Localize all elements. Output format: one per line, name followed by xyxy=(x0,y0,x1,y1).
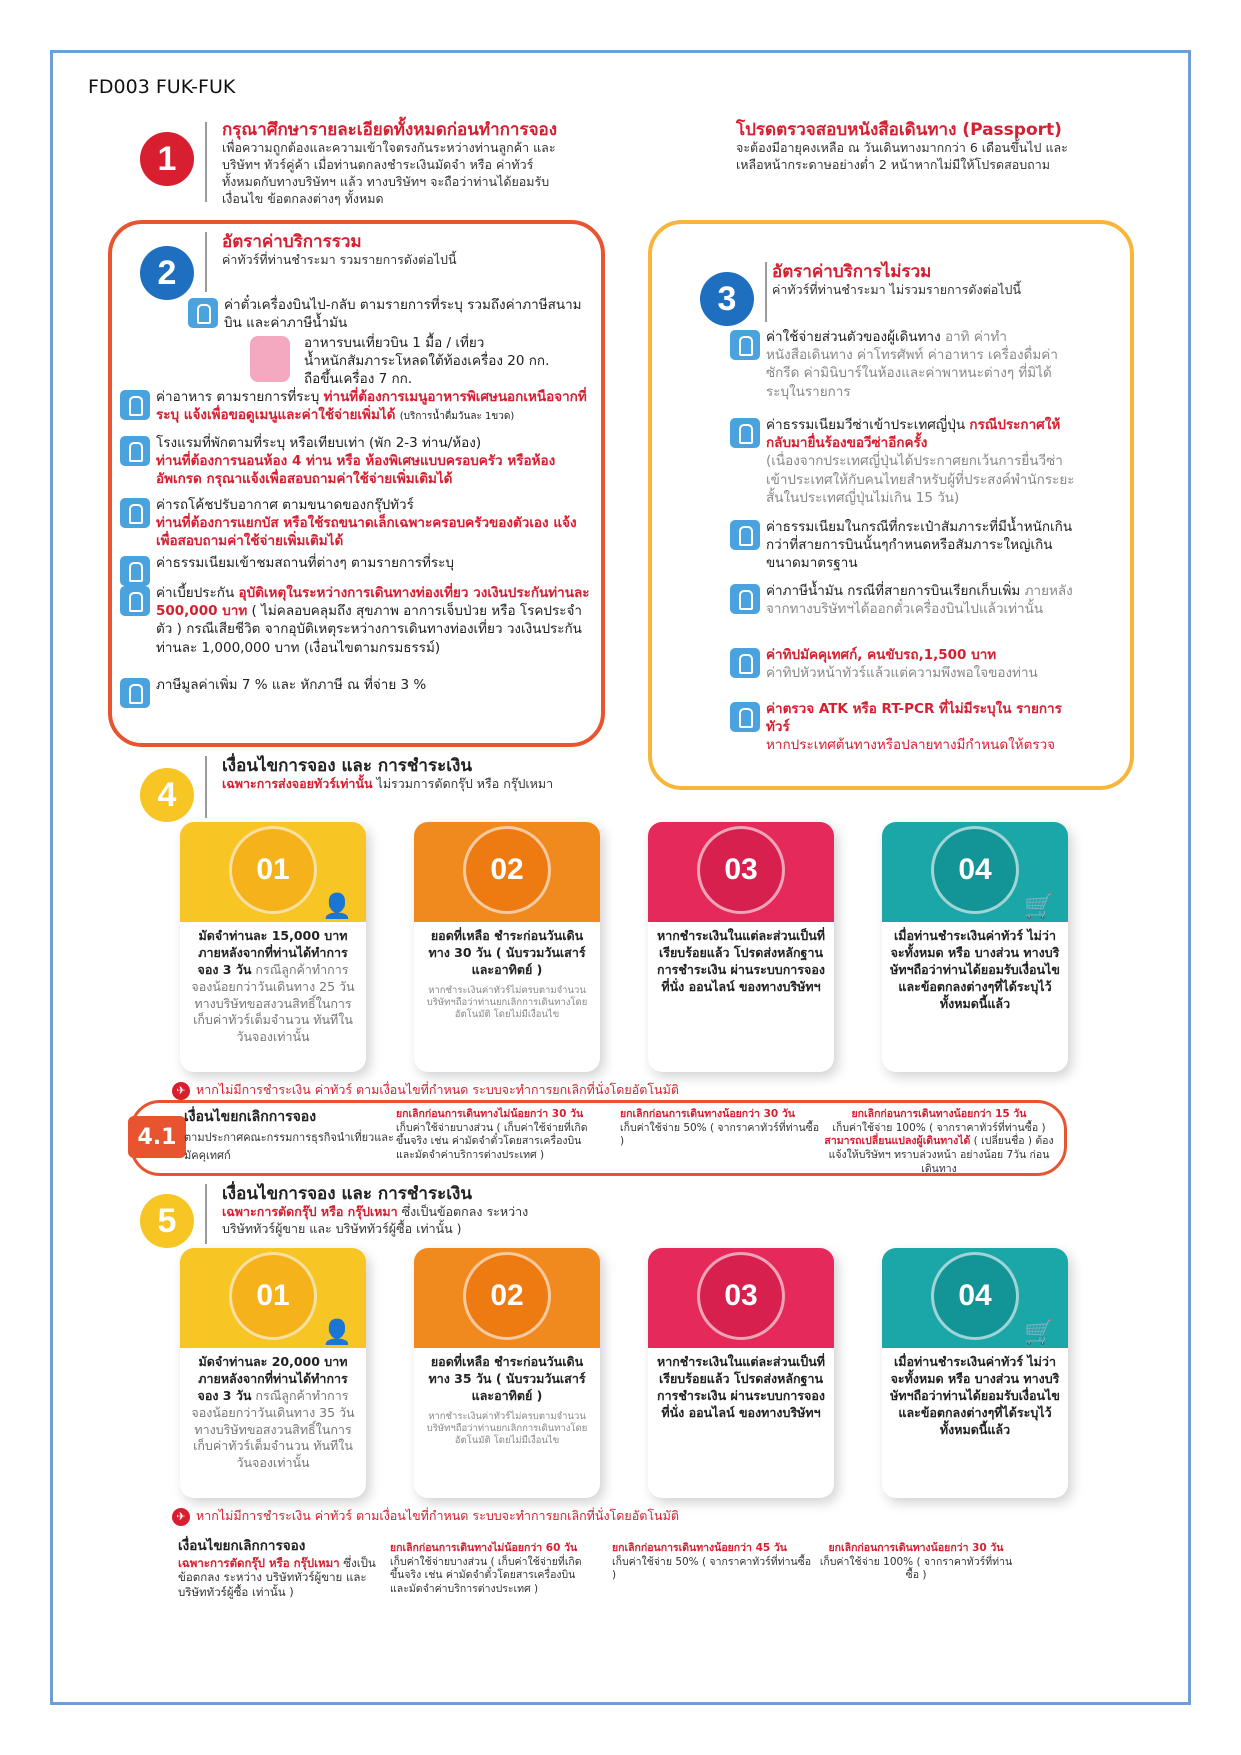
info-icon xyxy=(730,584,760,614)
include-item-flight: ค่าตั๋วเครื่องบินไป-กลับ ตามรายการที่ระบุ รวมถึงค่าภาษีสนามบิน และค่าภาษีน้ำมัน xyxy=(188,296,588,332)
exclude-item-tip: ค่าทิปมัคคุเทศก์, คนขับรถ,1,500 บาท ค่าทิปหัวหน้าทัวร์แล้วแต่ความพึงพอใจของท่าน xyxy=(730,646,1080,682)
info-icon xyxy=(120,678,150,708)
info-icon xyxy=(120,436,150,466)
include-item-admission: ค่าธรรมเนียมเข้าชมสถานที่ต่างๆ ตามรายการที่ระบุ xyxy=(120,554,590,586)
sec5-card-1: 01 👤 มัดจำท่านละ 20,000 บาท ภายหลังจากที่ท่านได้ทำการจอง 3 วัน กรณีลูกค้าทำการจองน้อยกว่าวันเดินทาง 35 วัน ทางบริษัทขอสงวนสิทธิ์ในการเก็บค่าทัวร์เต็มจำนวน ทันทีในวันจองเท่านั้น xyxy=(180,1248,366,1498)
section-4-header: เงื่อนไขการจอง และ การชำระเงิน เฉพาะการส่งจอยทัวร์เท่านั้น ไม่รวมการตัดกรุ๊ป หรือ กรุ๊ปเหมา xyxy=(222,756,554,792)
sec4-card-3: 03 หากชำระเงินในแต่ละส่วนเป็นที่เรียบร้อยแล้ว โปรดส่งหลักฐานการชำระเงิน ผ่านระบบการจองที่นั่ง ออนไลน์ ของทางบริษัทฯ xyxy=(648,822,834,1072)
divider xyxy=(205,1184,207,1244)
include-item-vat: ภาษีมูลค่าเพิ่ม 7 % และ หักภาษี ณ ที่จ่าย 3 % xyxy=(120,676,590,708)
include-item-meals: ค่าอาหาร ตามรายการที่ระบุ ท่านที่ต้องการเมนูอาหารพิเศษนอกเหนือจากที่ระบุ แจ้งเพื่อขอดูเมนูและค่าใช้จ่ายเพิ่มได้ (บริการน้ำดื่มวันละ 1ขวด) xyxy=(120,388,590,424)
info-icon xyxy=(120,498,150,528)
plane-icon: ✈ xyxy=(172,1082,190,1100)
person-icon: 👤 xyxy=(322,1318,352,1346)
sec4-card-4: 04 🛒 เมื่อท่านชำระเงินค่าทัวร์ ไม่ว่าจะทั้งหมด หรือ บางส่วน ทางบริษัทฯถือว่าท่านได้ยอมรับเงื่อนไขและข้อตกลงต่างๆที่ได้ระบุไว้ทั้งหมดนี้แล้ว xyxy=(882,822,1068,1072)
exclude-item-personal: ค่าใช้จ่ายส่วนตัวของผู้เดินทาง อาทิ ค่าทำหนังสือเดินทาง ค่าโทรศัพท์ ค่าอาหาร เครื่องดื่มค่าซักรีด ค่ามินิบาร์ในห้องและค่าพาหนะต่างๆ ที่มิได้ระบุในรายการ xyxy=(730,328,1070,401)
passport-body: จะต้องมีอายุคงเหลือ ณ วันเดินทางมากกว่า 6 เดือนขึ้นไป และเหลือหน้ากระดาษอย่างต่ำ 2 หน้าหากไม่มีให้โปรดสอบถาม xyxy=(736,140,1068,173)
divider xyxy=(205,122,207,202)
section-1-number: 1 xyxy=(140,132,194,186)
plane-icon: ✈ xyxy=(172,1508,190,1526)
sec5-cancel-1: ยกเลิกก่อนการเดินทางไม่น้อยกว่า 60 วัน เก็บค่าใช้จ่ายบางส่วน ( เก็บค่าใช้จ่ายที่เกิดขึ้นจริง เช่น ค่ามัดจำตั๋วโดยสารเครื่องบิน และมัดจำค่าบริการต่างประเทศ ) xyxy=(390,1542,582,1595)
info-icon xyxy=(188,298,218,328)
section-5-number: 5 xyxy=(140,1194,194,1248)
divider xyxy=(205,756,207,818)
section-41-header: เงื่อนไขยกเลิกการจอง ตามประกาศคณะกรรมการธุรกิจนำเที่ยวและมัคคุเทศก์ xyxy=(184,1109,394,1162)
info-icon xyxy=(730,702,760,732)
section-5-title: เงื่อนไขการจอง และ การชำระเงิน xyxy=(222,1184,472,1204)
section-4-title: เงื่อนไขการจอง และ การชำระเงิน xyxy=(222,756,472,776)
section-2-title: อัตราค่าบริการรวม xyxy=(222,232,362,252)
section-3-sub: ค่าทัวร์ที่ท่านชำระมา ไม่รวมรายการดังต่อไปนี้ xyxy=(772,282,1022,298)
sec41-cancel-3: ยกเลิกก่อนการเดินทางน้อยกว่า 15 วัน เก็บค่าใช้จ่าย 100% ( จากราคาทัวร์ที่ท่านซื้อ ) สามารถเปลี่ยนแปลงผู้เดินทางได้ ( เปลี่ยนชื่อ ) ต้องแจ้งให้บริษัทฯ ทราบล่วงหน้า อย่างน้อย 7วัน ก่อนเดินทาง xyxy=(824,1108,1054,1175)
sec4-card-2: 02 ยอดที่เหลือ ชำระก่อนวันเดินทาง 30 วัน ( นับรวมวันเสาร์ และอาทิตย์ ) หากชำระเงินค่าทัวร์ไม่ครบตามจำนวน บริษัทฯถือว่าท่านยกเลิกการเดินทางโดยอัตโนมัติ โดยไม่มีเงื่อนไข xyxy=(414,822,600,1072)
divider xyxy=(765,262,767,322)
sec5-card-3: 03 หากชำระเงินในแต่ละส่วนเป็นที่เรียบร้อยแล้ว โปรดส่งหลักฐานการชำระเงิน ผ่านระบบการจองที่นั่ง ออนไลน์ ของทางบริษัทฯ xyxy=(648,1248,834,1498)
section-1-body: เพื่อความถูกต้องและความเข้าใจตรงกันระหว่างท่านลูกค้า และบริษัทฯ ทัวร์คู่ค้า เมื่อท่านตกลงชำระเงินมัดจำ หรือ ค่าทัวร์ทั้งหมดกับทางบริษัทฯ แล้ว ทางบริษัทฯ จะถือว่าท่านได้ยอมรับเงื่อนไข ข้อตกลงต่างๆ ทั้งหมด xyxy=(222,140,556,207)
include-item-hotel: โรงแรมที่พักตามที่ระบุ หรือเทียบเท่า (พัก 2-3 ท่าน/ห้อง) ท่านที่ต้องการนอนห้อง 4 ท่าน หรือ ห้องพิเศษแบบครอบครัว หรือห้องอัพเกรด กรุณาแจ้งเพื่อสอบถามค่าใช้จ่ายเพิ่มเติมได้ xyxy=(120,434,590,489)
info-icon xyxy=(730,330,760,360)
sec41-cancel-2: ยกเลิกก่อนการเดินทางน้อยกว่า 30 วัน เก็บค่าใช้จ่าย 50% ( จากราคาทัวร์ที่ท่านซื้อ ) xyxy=(620,1108,820,1148)
cart-icon: 🛒 xyxy=(1024,892,1054,920)
section-1 xyxy=(222,120,572,208)
exclude-item-visa: ค่าธรรมเนียมวีซ่าเข้าประเทศญี่ปุ่น กรณีประกาศให้กลับมายื่นร้องขอวีซ่าอีกครั้ง (เนื่องจากประเทศญี่ปุ่นได้ประกาศยกเว้นการยื่นวีซ่าเข้าประเทศให้กับคนไทยสำหรับผู้ที่ประสงค์พำนักระยะสั้นในประเทศญี่ปุ่นไม่เกิน 15 วัน) xyxy=(730,416,1080,507)
luggage-icon xyxy=(250,336,290,382)
passport-section xyxy=(736,120,1086,174)
section-5-header: เงื่อนไขการจอง และ การชำระเงิน เฉพาะการตัดกรุ๊ป หรือ กรุ๊ปเหมา ซึ่งเป็นข้อตกลง ระหว่าง บริษัททัวร์ผู้ขาย และ บริษัททัวร์ผู้ซื้อ เท่านั้น ) xyxy=(222,1184,562,1238)
divider xyxy=(205,232,207,292)
include-item-coach: ค่ารถโค้ชปรับอากาศ ตามขนาดของกรุ๊ปทัวร์ ท่านที่ต้องการแยกบัส หรือใช้รถขนาดเล็กเฉพาะครอบครัวของตัวเอง แจ้งเพื่อสอบถามค่าใช้จ่ายเพิ่มเติมได้ xyxy=(120,496,590,551)
info-icon xyxy=(730,648,760,678)
section-3-header xyxy=(772,262,1021,299)
sec5-card-2: 02 ยอดที่เหลือ ชำระก่อนวันเดินทาง 35 วัน ( นับรวมวันเสาร์ และอาทิตย์ ) หากชำระเงินค่าทัวร์ไม่ครบตามจำนวน บริษัทฯถือว่าท่านยกเลิกการเดินทางโดยอัตโนมัติ โดยไม่มีเงื่อนไข xyxy=(414,1248,600,1498)
person-icon: 👤 xyxy=(322,892,352,920)
sec5-card-4: 04 🛒 เมื่อท่านชำระเงินค่าทัวร์ ไม่ว่าจะทั้งหมด หรือ บางส่วน ทางบริษัทฯถือว่าท่านได้ยอมรับเงื่อนไขและข้อตกลงต่างๆที่ได้ระบุไว้ทั้งหมดนี้แล้ว xyxy=(882,1248,1068,1498)
info-icon xyxy=(730,520,760,550)
sec5-cancel-2: ยกเลิกก่อนการเดินทางน้อยกว่า 45 วัน เก็บค่าใช้จ่าย 50% ( จากราคาทัวร์ที่ท่านซื้อ ) xyxy=(612,1542,812,1582)
doc-code: FD003 FUK-FUK xyxy=(88,76,236,98)
sec4-card-1: 01 👤 มัดจำท่านละ 15,000 บาท ภายหลังจากที่ท่านได้ทำการจอง 3 วัน กรณีลูกค้าทำการจองน้อยกว่าวันเดินทาง 25 วัน ทางบริษัทขอสงวนสิทธิ์ในการเก็บค่าทัวร์เต็มจำนวน ทันทีในวันจองเท่านั้น xyxy=(180,822,366,1072)
section-4-number: 4 xyxy=(140,768,194,822)
section-1-title: กรุณาศึกษารายละเอียดทั้งหมดก่อนทำการจอง xyxy=(222,120,558,140)
info-icon xyxy=(120,586,150,616)
cart-icon: 🛒 xyxy=(1024,1318,1054,1346)
sec5-note: ✈ หากไม่มีการชำระเงิน ค่าทัวร์ ตามเงื่อนไขที่กำหนด ระบบจะทำการยกเลิกที่นั่งโดยอัตโนมัติ xyxy=(172,1506,679,1526)
sec4-note: ✈ หากไม่มีการชำระเงิน ค่าทัวร์ ตามเงื่อนไขที่กำหนด ระบบจะทำการยกเลิกที่นั่งโดยอัตโนมัติ xyxy=(172,1080,679,1100)
section-2-number: 2 xyxy=(140,246,194,300)
passport-title: โปรดตรวจสอบหนังสือเดินทาง (Passport) xyxy=(736,120,1062,140)
exclude-item-baggage: ค่าธรรมเนียมในกรณีที่กระเป๋าสัมภาระที่มีน้ำหนักเกินกว่าที่สายการบินนั้นๆกำหนดหรือสัมภาระใหญ่เกินขนาดมาตรฐาน xyxy=(730,518,1080,573)
exclude-item-atk: ค่าตรวจ ATK หรือ RT-PCR ที่ไม่มีระบุใน รายการทัวร์ หากประเทศต้นทางหรือปลายทางมีกำหนดให้ตรวจ xyxy=(730,700,1080,755)
section-3-number: 3 xyxy=(700,272,754,326)
flight-details: อาหารบนเที่ยวบิน 1 มื้อ / เที่ยว น้ำหนักสัมภาระโหลดใต้ท้องเครื่อง 20 กก. ถือขึ้นเครื่อง 7 กก. xyxy=(304,335,550,388)
exclude-item-fuel: ค่าภาษีน้ำมัน กรณีที่สายการบินเรียกเก็บเพิ่ม ภายหลังจากทางบริษัทฯได้ออกตั๋วเครื่องบินไปแล้วเท่านั้น xyxy=(730,582,1080,618)
sec41-cancel-1: ยกเลิกก่อนการเดินทางไม่น้อยกว่า 30 วัน เก็บค่าใช้จ่ายบางส่วน ( เก็บค่าใช้จ่ายที่เกิดขึ้นจริง เช่น ค่ามัดจำตั๋วโดยสารเครื่องบิน และมัดจำค่าบริการต่างประเทศ ) xyxy=(396,1108,588,1161)
info-icon xyxy=(120,390,150,420)
section-3-title: อัตราค่าบริการไม่รวม xyxy=(772,262,932,282)
section-41-number: 4.1 xyxy=(128,1116,186,1158)
section-2-sub: ค่าทัวร์ที่ท่านชำระมา รวมรายการดังต่อไปนี้ xyxy=(222,252,457,268)
sec5-cancel-3: ยกเลิกก่อนการเดินทางน้อยกว่า 30 วัน เก็บค่าใช้จ่าย 100% ( จากราคาทัวร์ที่ท่านซื้อ ) xyxy=(819,1542,1013,1582)
info-icon xyxy=(120,556,150,586)
sec5-cancel-header: เงื่อนไขยกเลิกการจอง เฉพาะการตัดกรุ๊ป หรือ กรุ๊ปเหมา ซึ่งเป็นข้อตกลง ระหว่าง บริษัททัวร์ผู้ขาย และ บริษัททัวร์ผู้ซื้อ เท่านั้น ) xyxy=(178,1538,376,1600)
include-item-insurance: ค่าเบี้ยประกัน อุบัติเหตุในระหว่างการเดินทางท่องเที่ยว วงเงินประกันท่านละ 500,000 บาท ( ไม่คลอบคลุมถึง สุขภาพ อาการเจ็บป่วย หรือ โรคประจำตัว ) กรณีเสียชีวิต จากอุบัติเหตุระหว่างการเดินทางท่องเที่ยว วงเงินประกันท่านละ 1,000,000 บาท (เงื่อนไขตามกรมธรรม์) xyxy=(120,584,590,657)
section-2-header xyxy=(222,232,457,269)
info-icon xyxy=(730,418,760,448)
